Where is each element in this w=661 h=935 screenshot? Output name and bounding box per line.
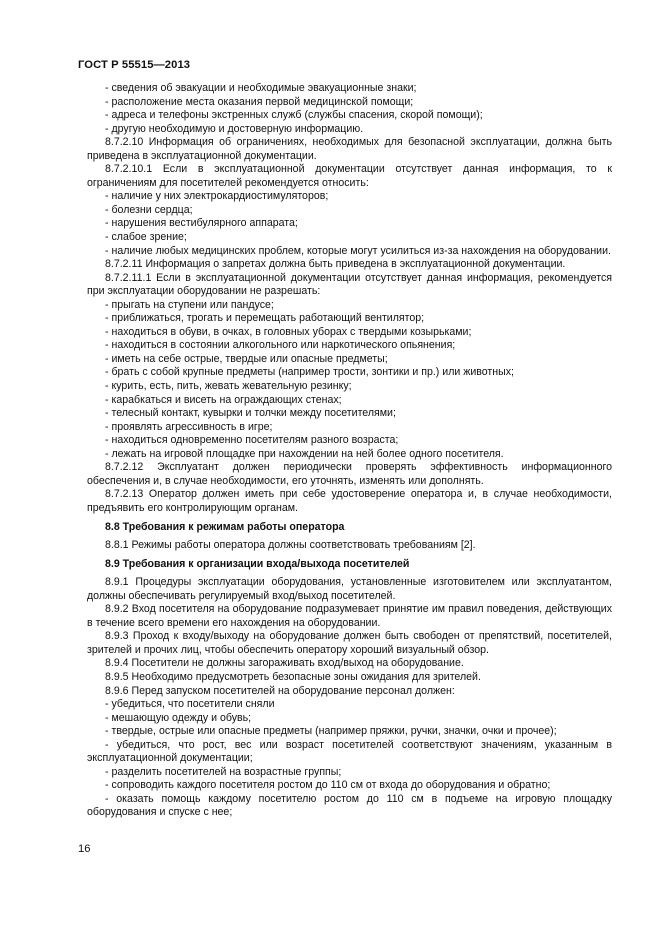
paragraph: 8.9.4 Посетители не должны загораживать вход/выход на оборудование. [105,657,464,670]
list-item: - наличие у них электрокардиостимуляторов; [105,190,329,203]
paragraph: 8.9.3 Проход к входу/выходу на оборудование должен быть свободен от препятствий, посетителей, зрителей и прочих лиц, чтобы обеспечить оператору хороший визуальный обзор. [87,630,612,656]
list-item: - проявлять агрессивность в игре; [105,420,273,433]
paragraph: 8.9.6 Перед запуском посетителей на оборудование персонал должен: [105,684,455,697]
list-item: - расположение места оказания первой медицинской помощи; [105,95,414,108]
list-item: - болезни сердца; [105,203,193,216]
list-item: - нарушения вестибулярного аппарата; [105,217,298,230]
section-heading: 8.8 Требования к режимам работы оператора [105,520,345,533]
paragraph: - убедиться, что рост, вес или возраст посетителей соответствуют значениям, указанным в эксплуатационной документации; [87,738,612,765]
list-item: - другую необходимую и достоверную информацию. [105,122,364,135]
paragraph: 8.8.1 Режимы работы оператора должны соответствовать требованиям [2]. [105,539,476,552]
list-item: - находиться в обуви, в очках, в головных уборах с твердыми козырьками; [105,325,472,338]
paragraph: 8.9.1 Процедуры эксплуатации оборудования, установленные изготовителем или эксплуатантом, должны обеспечивать регулируемый вход/выход посетителей. [87,576,612,602]
section-heading: 8.9 Требования к организации входа/выхода посетителей [105,557,410,570]
list-item: - слабое зрение; [105,231,187,244]
list-item: - иметь на себе острые, твердые или опасные предметы; [105,352,388,365]
paragraph: 8.7.2.13 Оператор должен иметь при себе удостоверение оператора и, в случае необходимости, предъявить его контролирующим органам. [87,488,612,514]
list-item: - курить, есть, пить, жевать жевательную резинку; [105,380,352,393]
paragraph: 8.9.5 Необходимо предусмотреть безопасные зоны ожидания для зрителей. [105,670,481,683]
list-item: - твердые, острые или опасные предметы (например пряжки, ручки, значки, очки и прочее); [105,725,557,738]
paragraph: - оказать помощь каждому посетителю ростом до 110 см в подъеме на игровую площадку оборудования и спуске с нее; [87,792,612,819]
paragraph: 8.7.2.11 Информация о запретах должна быть приведена в эксплуатационной документации. [105,258,566,271]
paragraph: 8.7.2.12 Эксплуатант должен периодически проверять эффективность информационного обеспечения и, в случае необходимости, его уточнять, изменять или дополнять. [87,461,612,487]
paragraph: 8.9.2 Вход посетителя на оборудование подразумевает принятие им правил поведения, действующих в течение всего времени его нахождения на оборудовании. [87,603,612,629]
list-item: - прыгать на ступени или пандусе; [105,298,274,311]
list-item: - сопроводить каждого посетителя ростом до 110 см от входа до оборудования и обратно; [105,779,551,792]
list-item: - адреса и телефоны экстренных служб (службы спасения, скорой помощи); [105,109,483,122]
list-item: - находиться одновременно посетителям разного возраста; [105,434,399,447]
list-item: - сведения об эвакуации и необходимые эвакуационные знаки; [105,82,417,94]
list-item: - лежать на игровой площадке при нахождении на ней более одного посетителя. [105,447,504,460]
paragraph: - наличие любых медицинских проблем, которые могут усилиться из-за нахождения на оборудовании. [105,244,611,257]
paragraph: 8.7.2.11.1 Если в эксплуатационной документации отсутствует данная информация, рекомендуется при эксплуатации оборудовании не разрешать: [87,271,612,298]
paragraph: 8.7.2.10.1 Если в эксплуатационной документации отсутствует данная информация, то к ограничениям для посетителей рекомендуется относить: [87,163,612,189]
list-item: - разделить посетителей на возрастные группы; [105,765,342,778]
document-body [87,82,612,820]
page-number: 16 [78,843,91,855]
list-item: - приближаться, трогать и перемещать работающий вентилятор; [105,312,425,325]
list-item: - мешающую одежду и обувь; [105,711,252,724]
list-item: - карабкаться и висеть на ограждающих стенах; [105,393,342,406]
document-header: ГОСТ Р 55515—2013 [78,59,191,71]
list-item: - убедиться, что посетители сняли [105,698,275,711]
list-item: - находиться в состоянии алкогольного или наркотического опьянения; [105,339,456,352]
list-item: - брать с собой крупные предметы (например трости, зонтики и пр.) или животных; [105,366,514,379]
paragraph: 8.7.2.10 Информация об ограничениях, необходимых для безопасной эксплуатации, должна быть приведена в эксплуатационной документации. [87,136,612,162]
list-item: - телесный контакт, кувырки и толчки между посетителями; [105,407,396,420]
